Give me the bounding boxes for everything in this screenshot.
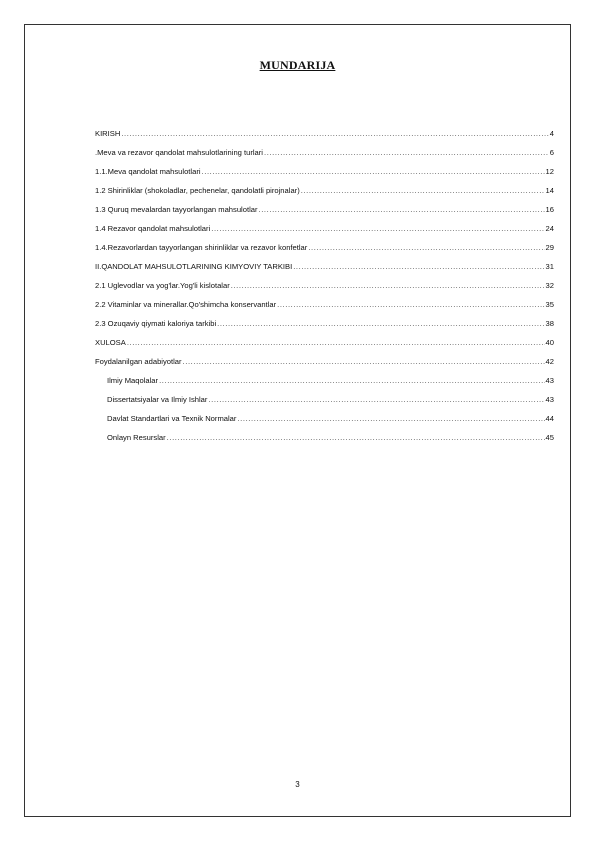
toc-subentry[interactable] (95, 428, 554, 447)
page-number: 3 (295, 780, 300, 789)
toc-leader (202, 162, 545, 181)
toc-entry-label: 1.1.Meva qandolat mahsulotlari (95, 167, 201, 176)
toc-entry-label: 2.3 Ozuqaviy qiymati kaloriya tarkibi (95, 319, 217, 328)
toc-entry-label: Ilmiy Maqolalar (107, 376, 159, 385)
toc-entry-label: II.QANDOLAT MAHSULOTLARINING KIMYOVIY TARKIBI (95, 262, 293, 271)
toc-leader (127, 333, 545, 352)
toc-entry-page: 45 (545, 433, 554, 442)
toc-entry-page: 38 (545, 319, 554, 328)
toc-entry-page: 44 (545, 414, 554, 423)
toc-leader (237, 409, 544, 428)
toc-entry[interactable] (95, 276, 554, 295)
toc-subentry[interactable] (95, 409, 554, 428)
toc-entry[interactable] (95, 333, 554, 352)
toc-leader (183, 352, 545, 371)
toc-entry[interactable] (95, 143, 554, 162)
toc-entry-page: 14 (545, 186, 554, 195)
toc-entry[interactable] (95, 257, 554, 276)
toc-entry-label: Onlayn Resurslar (107, 433, 166, 442)
toc-leader (259, 200, 545, 219)
toc-leader (301, 181, 545, 200)
toc-leader (293, 257, 544, 276)
toc-entry-label: 1.4 Rezavor qandolat mahsulotlari (95, 224, 211, 233)
toc-entry[interactable] (95, 200, 554, 219)
toc-subentry[interactable] (95, 371, 554, 390)
toc-entry-label: XULOSA (95, 338, 126, 347)
toc-entry[interactable] (95, 238, 554, 257)
page-title: MUNDARIJA (259, 58, 336, 72)
toc-leader (121, 124, 548, 143)
toc-entry[interactable] (95, 181, 554, 200)
table-of-contents (95, 124, 554, 447)
toc-entry[interactable] (95, 162, 554, 181)
toc-leader (217, 314, 544, 333)
toc-entry-page: 40 (545, 338, 554, 347)
toc-entry-label: Davlat Standartlari va Texnik Normalar (107, 414, 237, 423)
toc-entry-page: 24 (545, 224, 554, 233)
toc-entry-label: 1.4.Rezavorlardan tayyorlangan shirinliklar va rezavor konfetlar (95, 243, 308, 252)
toc-entry-label: Foydalanilgan adabiyotlar (95, 357, 182, 366)
toc-entry-page: 29 (545, 243, 554, 252)
toc-entry-page: 43 (545, 376, 554, 385)
toc-entry-page: 4 (549, 129, 554, 138)
toc-entry[interactable] (95, 352, 554, 371)
toc-subentry[interactable] (95, 390, 554, 409)
toc-entry-page: 12 (545, 167, 554, 176)
toc-entry-label: 1.3 Quruq mevalardan tayyorlangan mahsulotlar (95, 205, 258, 214)
toc-entry-label: 2.1 Uglevodlar va yog'lar.Yog'li kislotalar (95, 281, 230, 290)
toc-entry-page: 43 (545, 395, 554, 404)
toc-leader (277, 295, 544, 314)
toc-entry-page: 16 (545, 205, 554, 214)
toc-entry-label: KIRISH (95, 129, 121, 138)
toc-entry-page: 31 (545, 262, 554, 271)
toc-leader (159, 371, 544, 390)
toc-entry-label: 2.2 Vitaminlar va minerallar.Qo'shimcha konservantlar (95, 300, 277, 309)
toc-entry-label: .Meva va rezavor qandolat mahsulotlarining turlari (95, 148, 263, 157)
toc-entry-label: 1.2 Shirinliklar (shokoladlar, pechenelar, qandolatli pirojnalar) (95, 186, 300, 195)
toc-entry[interactable] (95, 295, 554, 314)
toc-entry[interactable] (95, 219, 554, 238)
toc-entry[interactable] (95, 314, 554, 333)
toc-leader (167, 428, 545, 447)
toc-entry[interactable] (95, 124, 554, 143)
toc-leader (211, 219, 544, 238)
toc-entry-page: 42 (545, 357, 554, 366)
toc-entry-page: 35 (545, 300, 554, 309)
toc-entry-page: 6 (549, 148, 554, 157)
toc-leader (208, 390, 544, 409)
toc-entry-page: 32 (545, 281, 554, 290)
toc-leader (308, 238, 544, 257)
toc-leader (231, 276, 545, 295)
toc-leader (264, 143, 549, 162)
toc-entry-label: Dissertatsiyalar va Ilmiy Ishlar (107, 395, 208, 404)
